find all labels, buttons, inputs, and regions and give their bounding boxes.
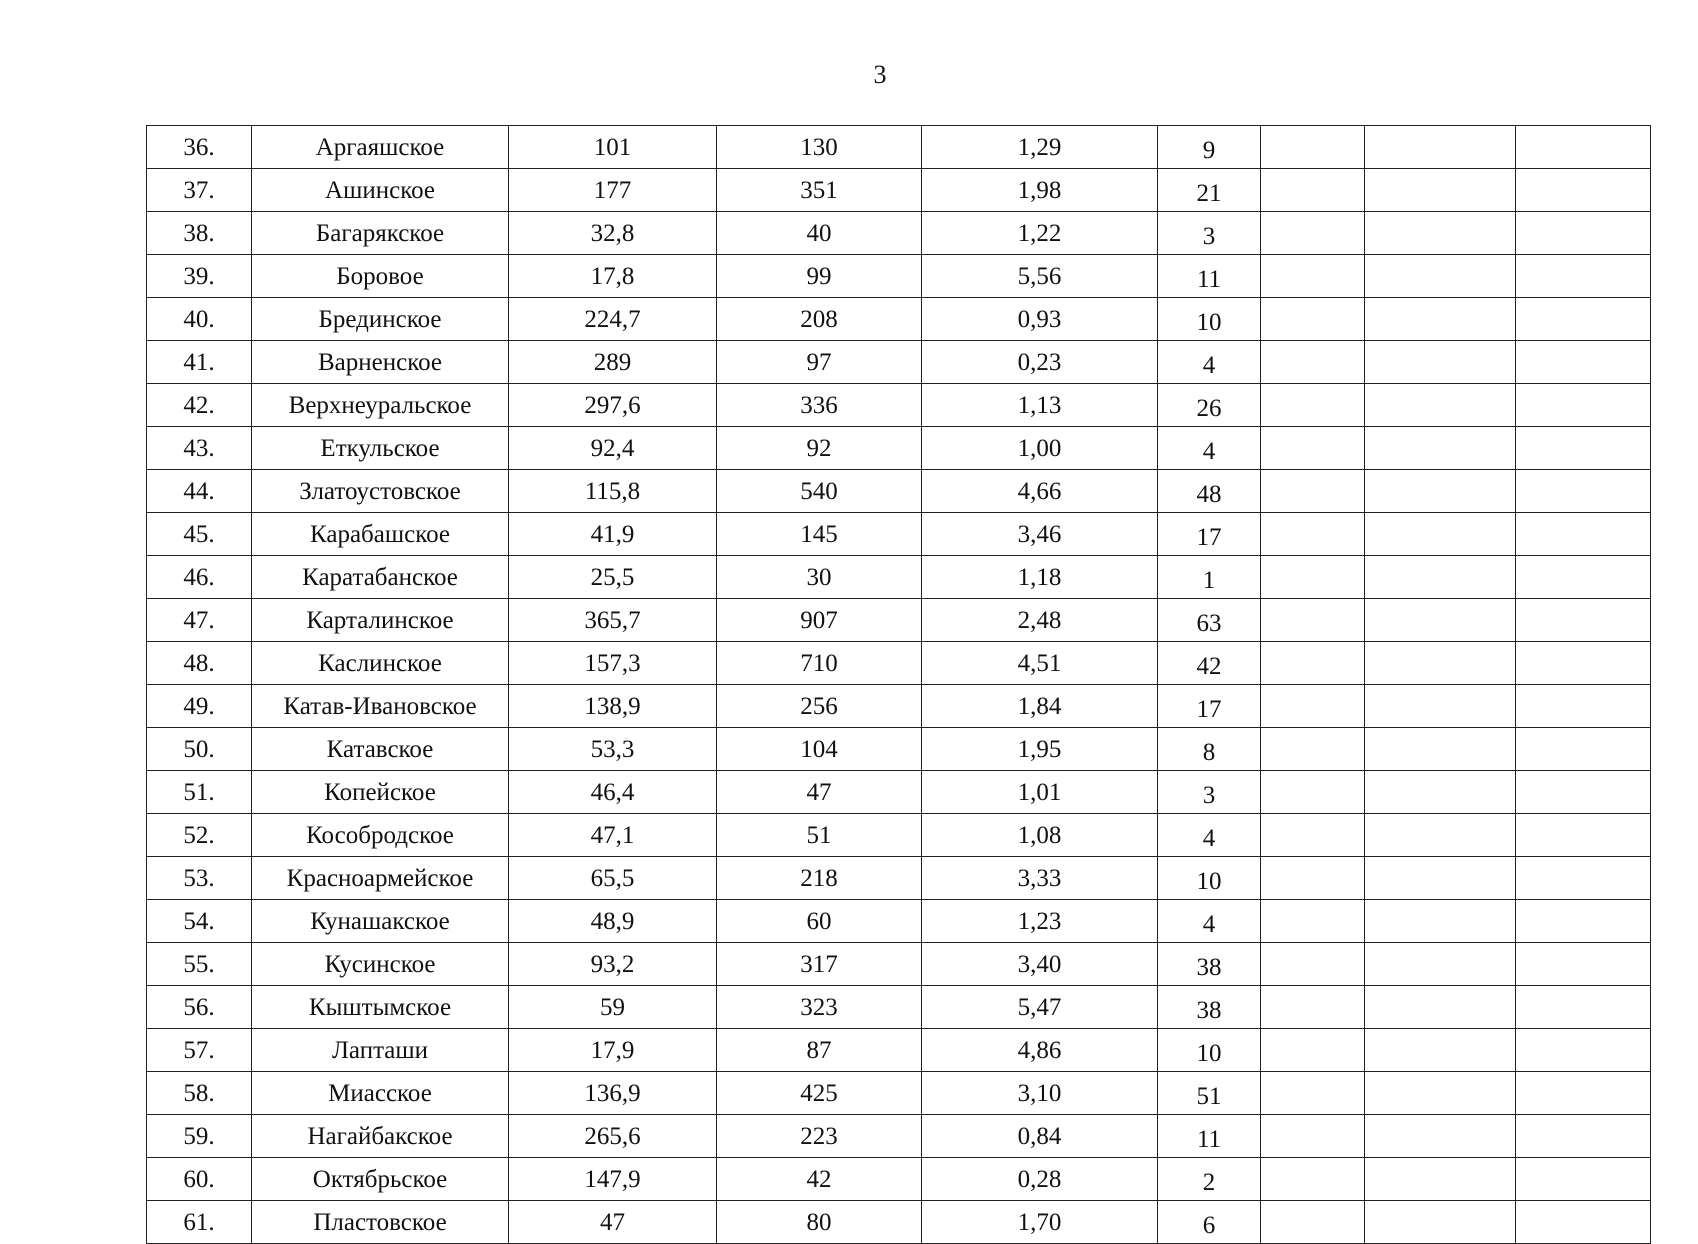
district-name-cell: Брединское — [252, 298, 509, 341]
table-row — [147, 1072, 1651, 1115]
table-row — [147, 986, 1651, 1029]
empty-cell — [1261, 642, 1365, 685]
value-cell-2: 907 — [717, 599, 922, 642]
count-cell: 51 — [1158, 1072, 1261, 1115]
district-name-cell: Верхнеуральское — [252, 384, 509, 427]
empty-cell — [1365, 556, 1516, 599]
table-row — [147, 642, 1651, 685]
district-name-cell: Миасское — [252, 1072, 509, 1115]
district-name-cell: Катавское — [252, 728, 509, 771]
empty-cell — [1261, 986, 1365, 1029]
empty-cell — [1365, 1029, 1516, 1072]
data-table-container — [146, 125, 1650, 1244]
empty-cell — [1516, 470, 1651, 513]
district-name-cell: Лапташи — [252, 1029, 509, 1072]
table-row — [147, 599, 1651, 642]
ratio-cell: 4,86 — [922, 1029, 1158, 1072]
row-number-cell: 40. — [147, 298, 252, 341]
value-cell-1: 41,9 — [509, 513, 717, 556]
district-name-cell: Багарякское — [252, 212, 509, 255]
ratio-cell: 0,23 — [922, 341, 1158, 384]
value-cell-1: 297,6 — [509, 384, 717, 427]
value-cell-2: 92 — [717, 427, 922, 470]
empty-cell — [1261, 943, 1365, 986]
count-cell: 3 — [1158, 212, 1261, 255]
table-body — [147, 126, 1651, 1244]
ratio-cell: 4,66 — [922, 470, 1158, 513]
empty-cell — [1261, 900, 1365, 943]
district-name-cell: Красноармейское — [252, 857, 509, 900]
table-row — [147, 341, 1651, 384]
value-cell-2: 40 — [717, 212, 922, 255]
empty-cell — [1516, 298, 1651, 341]
ratio-cell: 3,33 — [922, 857, 1158, 900]
count-cell: 42 — [1158, 642, 1261, 685]
value-cell-1: 59 — [509, 986, 717, 1029]
ratio-cell: 1,84 — [922, 685, 1158, 728]
empty-cell — [1261, 556, 1365, 599]
ratio-cell: 1,22 — [922, 212, 1158, 255]
district-name-cell: Катав-Ивановское — [252, 685, 509, 728]
value-cell-1: 136,9 — [509, 1072, 717, 1115]
value-cell-1: 365,7 — [509, 599, 717, 642]
district-name-cell: Октябрьское — [252, 1158, 509, 1201]
value-cell-2: 425 — [717, 1072, 922, 1115]
row-number-cell: 38. — [147, 212, 252, 255]
district-name-cell: Еткульское — [252, 427, 509, 470]
empty-cell — [1365, 341, 1516, 384]
value-cell-1: 17,8 — [509, 255, 717, 298]
value-cell-1: 224,7 — [509, 298, 717, 341]
empty-cell — [1261, 298, 1365, 341]
table-row — [147, 427, 1651, 470]
table-row — [147, 556, 1651, 599]
empty-cell — [1365, 814, 1516, 857]
empty-cell — [1516, 255, 1651, 298]
empty-cell — [1365, 642, 1516, 685]
count-cell: 2 — [1158, 1158, 1261, 1201]
ratio-cell: 1,00 — [922, 427, 1158, 470]
value-cell-1: 147,9 — [509, 1158, 717, 1201]
row-number-cell: 43. — [147, 427, 252, 470]
empty-cell — [1516, 771, 1651, 814]
empty-cell — [1516, 900, 1651, 943]
ratio-cell: 1,70 — [922, 1201, 1158, 1244]
empty-cell — [1516, 1029, 1651, 1072]
empty-cell — [1516, 943, 1651, 986]
ratio-cell: 0,28 — [922, 1158, 1158, 1201]
count-cell: 4 — [1158, 427, 1261, 470]
empty-cell — [1261, 126, 1365, 169]
district-name-cell: Копейское — [252, 771, 509, 814]
district-name-cell: Нагайбакское — [252, 1115, 509, 1158]
empty-cell — [1516, 986, 1651, 1029]
value-cell-1: 65,5 — [509, 857, 717, 900]
value-cell-1: 92,4 — [509, 427, 717, 470]
empty-cell — [1516, 212, 1651, 255]
empty-cell — [1365, 1072, 1516, 1115]
row-number-cell: 54. — [147, 900, 252, 943]
district-name-cell: Боровое — [252, 255, 509, 298]
row-number-cell: 46. — [147, 556, 252, 599]
empty-cell — [1365, 427, 1516, 470]
value-cell-1: 138,9 — [509, 685, 717, 728]
district-name-cell: Карабашское — [252, 513, 509, 556]
value-cell-2: 351 — [717, 169, 922, 212]
empty-cell — [1516, 1072, 1651, 1115]
table-row — [147, 771, 1651, 814]
value-cell-2: 42 — [717, 1158, 922, 1201]
ratio-cell: 3,10 — [922, 1072, 1158, 1115]
value-cell-2: 540 — [717, 470, 922, 513]
empty-cell — [1516, 685, 1651, 728]
empty-cell — [1261, 857, 1365, 900]
table-row — [147, 470, 1651, 513]
empty-cell — [1365, 1201, 1516, 1244]
district-name-cell: Каслинское — [252, 642, 509, 685]
ratio-cell: 0,84 — [922, 1115, 1158, 1158]
value-cell-1: 289 — [509, 341, 717, 384]
row-number-cell: 44. — [147, 470, 252, 513]
empty-cell — [1365, 728, 1516, 771]
empty-cell — [1516, 513, 1651, 556]
empty-cell — [1261, 728, 1365, 771]
ratio-cell: 3,40 — [922, 943, 1158, 986]
empty-cell — [1365, 470, 1516, 513]
value-cell-1: 265,6 — [509, 1115, 717, 1158]
row-number-cell: 60. — [147, 1158, 252, 1201]
empty-cell — [1365, 212, 1516, 255]
empty-cell — [1516, 341, 1651, 384]
table-row — [147, 1115, 1651, 1158]
district-name-cell: Варненское — [252, 341, 509, 384]
count-cell: 17 — [1158, 685, 1261, 728]
empty-cell — [1365, 169, 1516, 212]
table-row — [147, 857, 1651, 900]
table-row — [147, 685, 1651, 728]
empty-cell — [1516, 384, 1651, 427]
row-number-cell: 50. — [147, 728, 252, 771]
district-name-cell: Карталинское — [252, 599, 509, 642]
value-cell-1: 177 — [509, 169, 717, 212]
count-cell: 38 — [1158, 986, 1261, 1029]
value-cell-2: 323 — [717, 986, 922, 1029]
empty-cell — [1365, 513, 1516, 556]
row-number-cell: 36. — [147, 126, 252, 169]
empty-cell — [1261, 384, 1365, 427]
empty-cell — [1516, 556, 1651, 599]
district-name-cell: Пластовское — [252, 1201, 509, 1244]
value-cell-2: 208 — [717, 298, 922, 341]
row-number-cell: 42. — [147, 384, 252, 427]
empty-cell — [1365, 1158, 1516, 1201]
row-number-cell: 53. — [147, 857, 252, 900]
table-row — [147, 1158, 1651, 1201]
count-cell: 10 — [1158, 298, 1261, 341]
row-number-cell: 49. — [147, 685, 252, 728]
district-name-cell: Златоустовское — [252, 470, 509, 513]
row-number-cell: 37. — [147, 169, 252, 212]
value-cell-1: 53,3 — [509, 728, 717, 771]
row-number-cell: 58. — [147, 1072, 252, 1115]
count-cell: 8 — [1158, 728, 1261, 771]
value-cell-2: 223 — [717, 1115, 922, 1158]
value-cell-2: 80 — [717, 1201, 922, 1244]
table-row — [147, 212, 1651, 255]
district-name-cell: Кыштымское — [252, 986, 509, 1029]
empty-cell — [1261, 685, 1365, 728]
count-cell: 38 — [1158, 943, 1261, 986]
table-row — [147, 728, 1651, 771]
empty-cell — [1261, 1029, 1365, 1072]
empty-cell — [1516, 642, 1651, 685]
empty-cell — [1365, 1115, 1516, 1158]
count-cell: 6 — [1158, 1201, 1261, 1244]
count-cell: 21 — [1158, 169, 1261, 212]
page-number: 3 — [873, 60, 887, 89]
count-cell: 11 — [1158, 255, 1261, 298]
row-number-cell: 61. — [147, 1201, 252, 1244]
count-cell: 3 — [1158, 771, 1261, 814]
empty-cell — [1261, 470, 1365, 513]
empty-cell — [1516, 814, 1651, 857]
table-row — [147, 384, 1651, 427]
value-cell-2: 317 — [717, 943, 922, 986]
value-cell-2: 336 — [717, 384, 922, 427]
ratio-cell: 1,95 — [922, 728, 1158, 771]
row-number-cell: 51. — [147, 771, 252, 814]
value-cell-1: 48,9 — [509, 900, 717, 943]
ratio-cell: 2,48 — [922, 599, 1158, 642]
ratio-cell: 1,23 — [922, 900, 1158, 943]
data-table — [146, 125, 1651, 1244]
empty-cell — [1516, 169, 1651, 212]
empty-cell — [1261, 1201, 1365, 1244]
ratio-cell: 3,46 — [922, 513, 1158, 556]
empty-cell — [1516, 1158, 1651, 1201]
table-row — [147, 126, 1651, 169]
value-cell-2: 87 — [717, 1029, 922, 1072]
empty-cell — [1365, 900, 1516, 943]
empty-cell — [1516, 1115, 1651, 1158]
value-cell-2: 104 — [717, 728, 922, 771]
empty-cell — [1516, 599, 1651, 642]
empty-cell — [1516, 427, 1651, 470]
ratio-cell: 1,08 — [922, 814, 1158, 857]
row-number-cell: 55. — [147, 943, 252, 986]
empty-cell — [1261, 599, 1365, 642]
district-name-cell: Аргаяшское — [252, 126, 509, 169]
count-cell: 4 — [1158, 814, 1261, 857]
empty-cell — [1261, 169, 1365, 212]
district-name-cell: Ашинское — [252, 169, 509, 212]
row-number-cell: 48. — [147, 642, 252, 685]
empty-cell — [1261, 1072, 1365, 1115]
value-cell-2: 99 — [717, 255, 922, 298]
value-cell-2: 60 — [717, 900, 922, 943]
empty-cell — [1516, 1201, 1651, 1244]
district-name-cell: Каратабанское — [252, 556, 509, 599]
empty-cell — [1261, 427, 1365, 470]
count-cell: 4 — [1158, 900, 1261, 943]
count-cell: 9 — [1158, 126, 1261, 169]
row-number-cell: 52. — [147, 814, 252, 857]
count-cell: 17 — [1158, 513, 1261, 556]
empty-cell — [1261, 212, 1365, 255]
empty-cell — [1365, 126, 1516, 169]
value-cell-2: 47 — [717, 771, 922, 814]
empty-cell — [1365, 599, 1516, 642]
value-cell-1: 47,1 — [509, 814, 717, 857]
value-cell-1: 47 — [509, 1201, 717, 1244]
count-cell: 63 — [1158, 599, 1261, 642]
count-cell: 26 — [1158, 384, 1261, 427]
empty-cell — [1365, 857, 1516, 900]
empty-cell — [1261, 255, 1365, 298]
value-cell-1: 17,9 — [509, 1029, 717, 1072]
count-cell: 4 — [1158, 341, 1261, 384]
ratio-cell: 0,93 — [922, 298, 1158, 341]
empty-cell — [1516, 857, 1651, 900]
ratio-cell: 1,18 — [922, 556, 1158, 599]
table-row — [147, 169, 1651, 212]
empty-cell — [1261, 1158, 1365, 1201]
table-row — [147, 1029, 1651, 1072]
value-cell-1: 93,2 — [509, 943, 717, 986]
empty-cell — [1365, 986, 1516, 1029]
table-row — [147, 298, 1651, 341]
value-cell-2: 256 — [717, 685, 922, 728]
ratio-cell: 4,51 — [922, 642, 1158, 685]
value-cell-2: 30 — [717, 556, 922, 599]
count-cell: 11 — [1158, 1115, 1261, 1158]
row-number-cell: 57. — [147, 1029, 252, 1072]
empty-cell — [1365, 298, 1516, 341]
value-cell-2: 710 — [717, 642, 922, 685]
count-cell: 10 — [1158, 857, 1261, 900]
empty-cell — [1365, 255, 1516, 298]
count-cell: 48 — [1158, 470, 1261, 513]
row-number-cell: 56. — [147, 986, 252, 1029]
table-row — [147, 255, 1651, 298]
district-name-cell: Кособродское — [252, 814, 509, 857]
value-cell-2: 130 — [717, 126, 922, 169]
empty-cell — [1261, 341, 1365, 384]
value-cell-1: 101 — [509, 126, 717, 169]
count-cell: 10 — [1158, 1029, 1261, 1072]
empty-cell — [1261, 771, 1365, 814]
ratio-cell: 1,13 — [922, 384, 1158, 427]
value-cell-2: 145 — [717, 513, 922, 556]
row-number-cell: 39. — [147, 255, 252, 298]
value-cell-1: 32,8 — [509, 212, 717, 255]
empty-cell — [1365, 771, 1516, 814]
ratio-cell: 5,47 — [922, 986, 1158, 1029]
empty-cell — [1261, 1115, 1365, 1158]
value-cell-2: 97 — [717, 341, 922, 384]
ratio-cell: 1,29 — [922, 126, 1158, 169]
value-cell-1: 46,4 — [509, 771, 717, 814]
district-name-cell: Кусинское — [252, 943, 509, 986]
district-name-cell: Кунашакское — [252, 900, 509, 943]
table-row — [147, 900, 1651, 943]
row-number-cell: 41. — [147, 341, 252, 384]
empty-cell — [1365, 943, 1516, 986]
empty-cell — [1261, 513, 1365, 556]
table-row — [147, 814, 1651, 857]
count-cell: 1 — [1158, 556, 1261, 599]
empty-cell — [1516, 126, 1651, 169]
row-number-cell: 47. — [147, 599, 252, 642]
ratio-cell: 1,98 — [922, 169, 1158, 212]
empty-cell — [1365, 685, 1516, 728]
ratio-cell: 1,01 — [922, 771, 1158, 814]
value-cell-1: 115,8 — [509, 470, 717, 513]
empty-cell — [1261, 814, 1365, 857]
ratio-cell: 5,56 — [922, 255, 1158, 298]
table-row — [147, 1201, 1651, 1244]
value-cell-1: 157,3 — [509, 642, 717, 685]
value-cell-2: 218 — [717, 857, 922, 900]
empty-cell — [1365, 384, 1516, 427]
table-row — [147, 943, 1651, 986]
empty-cell — [1516, 728, 1651, 771]
value-cell-2: 51 — [717, 814, 922, 857]
table-row — [147, 513, 1651, 556]
row-number-cell: 59. — [147, 1115, 252, 1158]
row-number-cell: 45. — [147, 513, 252, 556]
value-cell-1: 25,5 — [509, 556, 717, 599]
